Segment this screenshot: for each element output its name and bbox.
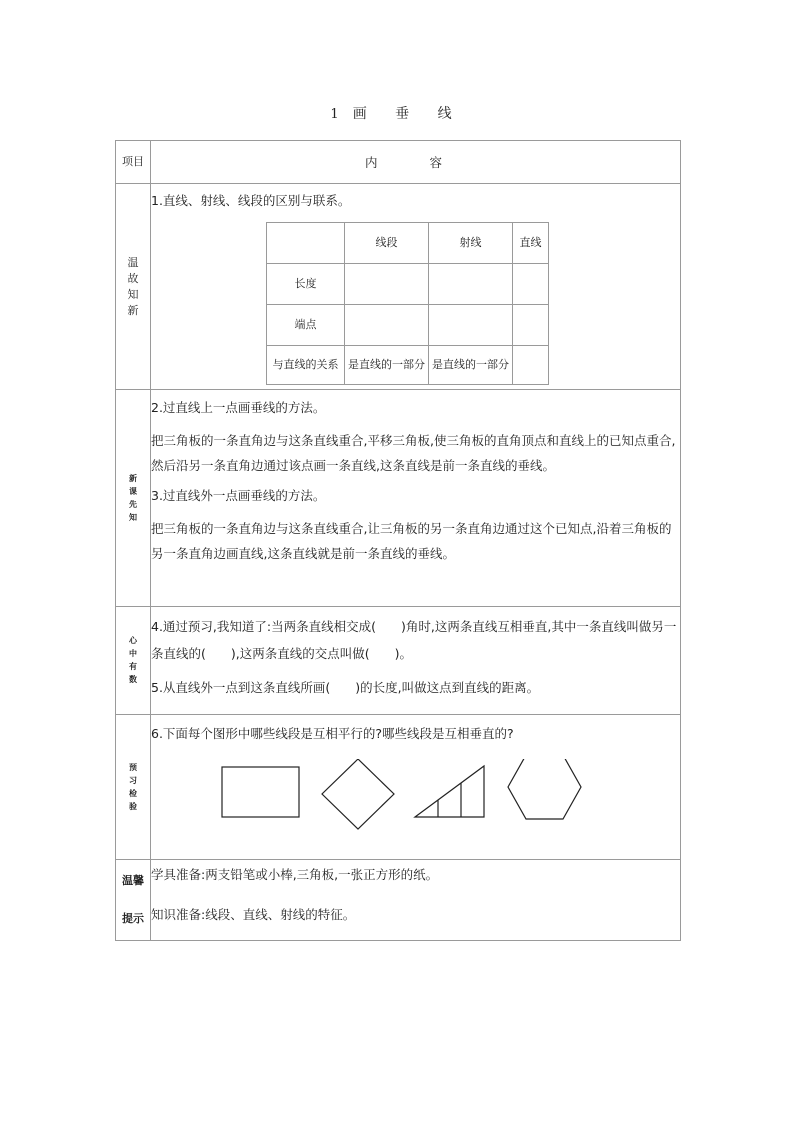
item-6: 6.下面每个图形中哪些线段是互相平行的?哪些线段是互相垂直的? [151,726,514,741]
right-triangle-shape [415,766,484,817]
section-label-mind: 心中有数 [116,607,151,715]
item-2: 2.过直线上一点画垂线的方法。 [151,400,326,415]
section-content-review [151,184,681,390]
section-review [116,184,681,390]
answer-cell[interactable] [513,346,549,385]
comparison-table [266,222,549,385]
section-content-mind [151,607,681,715]
header-content: 内 容 [151,141,681,184]
section-content-preview [151,390,681,607]
row-endpoint-label: 端点 [267,305,345,346]
section-label-check: 预习检验 [116,715,151,860]
row-relation-label: 与直线的关系 [267,346,345,385]
shapes-row [151,759,680,851]
title-number: 1 [330,107,339,122]
header-row [116,141,681,184]
answer-cell[interactable] [513,264,549,305]
section-label-tip: 温馨 提示 [116,860,151,941]
header-project: 项目 [116,141,151,184]
page-title [0,103,794,123]
section-mind [116,607,681,715]
tip-line-2: 知识准备:线段、直线、射线的特征。 [151,907,356,922]
answer-cell[interactable] [345,264,429,305]
shapes-figure [151,759,671,851]
title-text: 画 垂 线 [352,106,464,122]
header-ray: 射线 [429,223,513,264]
relation-ray: 是直线的一部分 [429,346,513,385]
answer-cell[interactable] [429,264,513,305]
item-2-text: 把三角板的一条直角边与这条直线重合,平移三角板,使三角板的直角顶点和直线上的已知点重合,然后沿另一条直角边通过该点画一条直线,这条直线是前一条直线的垂线。 [151,433,676,473]
answer-cell[interactable] [429,305,513,346]
header-segment: 线段 [345,223,429,264]
tip-line-1: 学具准备:两支铅笔或小棒,三角板,一张正方形的纸。 [151,867,439,882]
section-label-preview: 新课先知 [116,390,151,607]
rectangle-shape [222,767,299,817]
section-content-check [151,715,681,860]
worksheet-table [115,140,681,941]
hexagon-shape [508,759,581,819]
section-check [116,715,681,860]
answer-cell[interactable] [513,305,549,346]
rotated-square-shape [322,759,394,829]
section-tip [116,860,681,941]
section-label-review: 温故知新 [116,184,151,390]
cell-corner [267,223,345,264]
answer-cell[interactable] [345,305,429,346]
row-length-label: 长度 [267,264,345,305]
item-1: 1.直线、射线、线段的区别与联系。 [151,193,351,208]
relation-segment: 是直线的一部分 [345,346,429,385]
header-line: 直线 [513,223,549,264]
item-3: 3.过直线外一点画垂线的方法。 [151,488,326,503]
item-4: 4.通过预习,我知道了:当两条直线相交成( )角时,这两条直线互相垂直,其中一条直线叫做另一条直线的( ),这两条直线的交点叫做( )。 [151,619,677,661]
item-5: 5.从直线外一点到这条直线所画( )的长度,叫做这点到直线的距离。 [151,680,540,695]
item-3-text: 把三角板的一条直角边与这条直线重合,让三角板的另一条直角边通过这个已知点,沿着三角板的另一条直角边画直线,这条直线就是前一条直线的垂线。 [151,521,672,561]
section-preview [116,390,681,607]
section-content-tip [151,860,681,941]
